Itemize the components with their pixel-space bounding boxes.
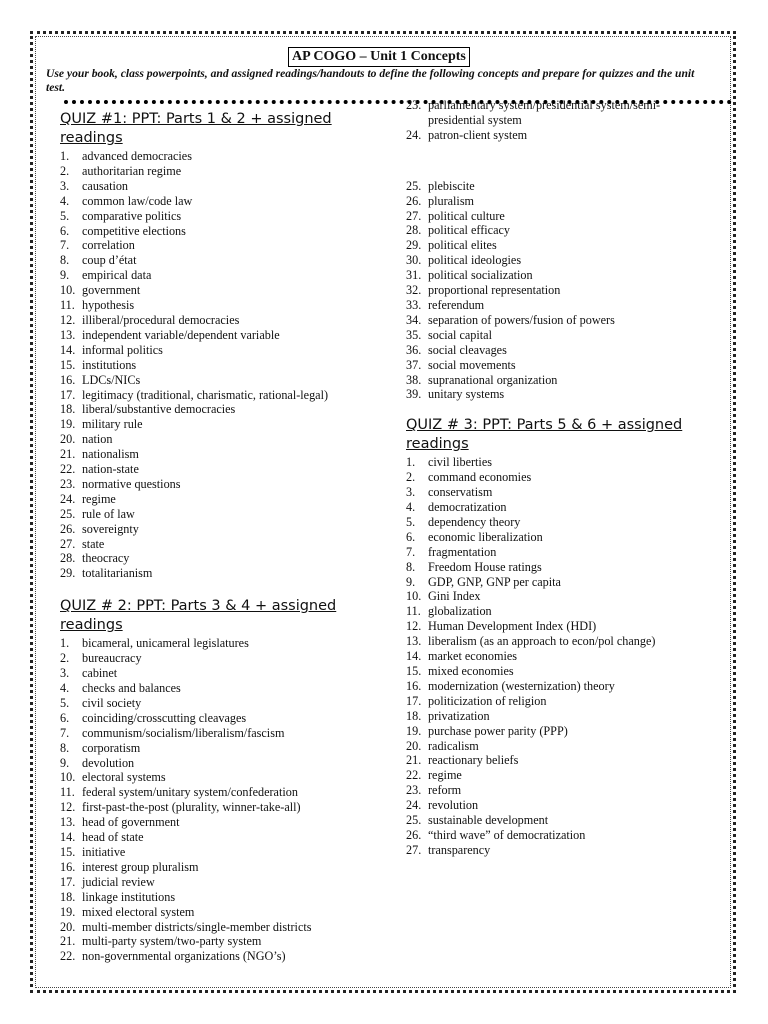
list-item [60,890,360,905]
item-text: dependency theory [428,514,521,529]
item-text: competitive elections [82,223,186,238]
item-text: normative questions [82,476,181,491]
list-item [60,268,360,283]
list-item [406,798,716,813]
item-number: 18. [60,402,76,417]
item-number: 9. [406,574,416,589]
item-number: 16. [406,678,422,693]
list-item [406,679,716,694]
item-text: empirical data [82,268,152,283]
item-text: nation [82,432,113,447]
item-text: unitary systems [428,387,505,402]
list-item [406,373,716,388]
item-number: 18. [406,708,422,723]
list-item [60,343,360,358]
item-text: federal system/unitary system/confederation [82,785,298,800]
item-text: advanced democracies [82,149,192,163]
item-text: sovereignty [82,521,139,536]
item-number: 23. [406,783,422,798]
item-text: correlation [82,238,135,253]
list-item [60,194,360,209]
item-text: political ideologies [428,253,522,268]
quiz1-list [60,149,360,581]
list-item [60,298,360,313]
item-text: LDCs/NICs [82,372,141,387]
item-number: 32. [406,283,422,298]
item-text: linkage institutions [82,889,176,904]
list-item [60,224,360,239]
item-number: 7. [406,544,416,559]
item-number: 21. [60,447,76,462]
item-text: authoritarian regime [82,163,182,178]
list-item [60,373,360,388]
list-item [60,447,360,462]
list-item [406,709,716,724]
item-text: military rule [82,417,143,432]
item-number: 12. [60,312,76,327]
item-text: rule of law [82,506,135,521]
list-item [406,387,716,402]
item-number: 3. [60,178,70,193]
list-item [60,785,360,800]
item-text: liberal/substantive democracies [82,402,236,417]
item-text: first-past-the-post (plurality, winner-take-all) [82,800,301,815]
list-item [60,551,360,566]
item-text: liberalism (as an approach to econ/pol change) [428,634,656,649]
item-number: 15. [406,664,422,678]
list-item [60,328,360,343]
item-text: regime [82,491,116,506]
list-item [406,179,716,194]
item-text: head of government [82,815,180,830]
list-item [60,402,360,417]
item-number: 19. [406,723,422,738]
item-text: hypothesis [82,298,135,313]
item-text: Freedom House ratings [428,559,542,574]
item-text: bureaucracy [82,651,142,666]
item-number: 29. [60,566,76,581]
item-number: 8. [406,559,416,574]
list-item [60,164,360,179]
item-number: 13. [60,327,76,342]
left-column [60,110,360,964]
list-item [406,268,716,283]
quiz2-list-continued [406,98,716,143]
item-number: 17. [60,874,76,889]
item-number: 27. [60,536,76,551]
item-text: reactionary beliefs [428,753,519,768]
item-text: command economies [428,470,532,485]
item-text: privatization [428,708,490,723]
item-number: 5. [406,514,416,529]
item-number: 34. [406,312,422,327]
item-text: initiative [82,844,126,859]
list-item [60,830,360,845]
list-item [60,636,360,651]
item-text: non-governmental organizations (NGO’s) [82,949,286,964]
item-number: 14. [60,830,76,845]
item-number: 4. [60,193,70,208]
item-number: 8. [60,253,70,268]
list-item [60,651,360,666]
list-item [406,283,716,298]
item-number: 2. [60,163,70,178]
list-item [60,949,360,964]
list-item [60,905,360,920]
item-text: sustainable development [428,813,549,828]
item-number: 12. [60,800,76,815]
item-number: 3. [406,485,416,500]
item-number: 1. [406,455,416,470]
list-item [406,768,716,783]
item-text: informal politics [82,342,163,357]
item-number: 10. [406,589,422,604]
item-number: 6. [60,223,70,238]
item-text: civil society [82,695,142,710]
list-item [406,358,716,373]
item-text: totalitarianism [82,566,153,581]
list-item [406,783,716,798]
item-number: 7. [60,725,70,740]
list-item [406,238,716,253]
quiz3-list [406,455,716,857]
list-item [60,726,360,741]
item-text: comparative politics [82,208,182,223]
list-item [406,128,716,143]
instructions: Use your book, class powerpoints, and assigned readings/handouts to define the following concepts and prepare for quizzes and the unit test. [46,67,695,94]
item-number: 5. [60,695,70,710]
item-number: 16. [60,859,76,874]
list-item [60,741,360,756]
list-item [60,681,360,696]
item-number: 2. [60,651,70,666]
list-item [406,328,716,343]
item-text: parliamentary system/presidential system/semi-presidential system [428,98,661,127]
quiz1-heading: QUIZ #1: PPT: Parts 1 & 2 + assigned readings [60,111,332,146]
item-text: devolution [82,755,135,770]
item-number: 24. [406,798,422,813]
list-item [406,530,716,545]
item-text: mixed economies [428,664,514,678]
item-number: 7. [60,238,70,253]
item-text: multi-party system/two-party system [82,934,262,949]
list-item [406,455,716,470]
item-number: 25. [406,813,422,828]
list-item [406,694,716,709]
item-number: 12. [406,619,422,634]
item-text: nation-state [82,462,139,477]
list-item [406,470,716,485]
list-item [60,756,360,771]
page-title: AP COGO – Unit 1 Concepts [288,47,470,67]
list-item [60,666,360,681]
item-number: 22. [60,462,76,477]
item-number: 1. [60,636,70,651]
item-text: democratization [428,500,507,515]
item-number: 6. [406,529,416,544]
item-number: 13. [406,634,422,649]
quiz2-list [60,636,360,964]
item-text: political culture [428,208,505,223]
item-number: 31. [406,268,422,283]
item-number: 13. [60,815,76,830]
item-text: politicization of religion [428,693,547,708]
list-item [60,815,360,830]
list-item [406,560,716,575]
list-item [406,313,716,328]
item-number: 17. [406,693,422,708]
list-item [60,522,360,537]
item-number: 33. [406,297,422,312]
list-item [406,515,716,530]
item-number: 36. [406,342,422,357]
item-number: 11. [60,785,75,800]
item-text: GDP, GNP, GNP per capita [428,574,561,589]
item-text: interest group pluralism [82,859,199,874]
item-number: 23. [60,476,76,491]
item-text: political elites [428,238,497,253]
item-number: 27. [406,842,422,857]
item-text: fragmentation [428,544,497,559]
item-number: 11. [406,604,421,619]
list-item [60,432,360,447]
list-item [60,860,360,875]
list-item [406,209,716,224]
item-number: 29. [406,238,422,253]
item-text: plebiscite [428,178,475,193]
item-text: “third wave” of democratization [428,827,586,842]
item-number: 4. [60,681,70,695]
item-number: 2. [406,470,416,485]
item-number: 11. [60,298,75,313]
item-number: 22. [60,949,76,964]
item-number: 21. [406,753,422,768]
list-item [60,313,360,328]
item-text: radicalism [428,738,479,753]
list-item [406,589,716,604]
list-item [60,537,360,552]
item-text: reform [428,783,462,798]
item-text: social movements [428,357,516,372]
item-number: 25. [60,506,76,521]
item-text: Gini Index [428,589,481,604]
item-text: revolution [428,798,479,813]
list-item [60,477,360,492]
item-text: communism/socialism/liberalism/fascism [82,725,285,740]
item-text: transparency [428,842,491,857]
item-number: 26. [406,193,422,208]
item-text: social cleavages [428,342,507,357]
item-number: 15. [60,844,76,859]
item-text: causation [82,178,129,193]
item-number: 28. [406,223,422,238]
item-text: independent variable/dependent variable [82,327,280,342]
item-number: 30. [406,253,422,268]
item-number: 35. [406,327,422,342]
item-number: 26. [60,521,76,536]
item-text: institutions [82,357,137,372]
item-text: pluralism [428,193,475,208]
item-number: 14. [60,342,76,357]
list-item [406,98,716,128]
item-number: 37. [406,357,422,372]
list-item [60,209,360,224]
item-number: 18. [60,889,76,904]
item-text: corporatism [82,740,141,755]
list-item [60,566,360,581]
item-text: globalization [428,604,492,619]
list-item [406,343,716,358]
list-item [60,770,360,785]
list-item [60,920,360,935]
list-item [60,507,360,522]
item-number: 24. [406,127,422,142]
item-number: 10. [60,283,76,298]
list-item [406,753,716,768]
item-text: coup d’état [82,253,137,268]
item-number: 8. [60,740,70,755]
item-text: Human Development Index (HDI) [428,619,597,634]
list-item [406,223,716,238]
item-number: 10. [60,770,76,785]
item-number: 15. [60,357,76,372]
list-item [406,253,716,268]
list-item [60,179,360,194]
item-text: cabinet [82,666,118,681]
list-item [60,934,360,949]
item-number: 38. [406,372,422,387]
item-text: proportional representation [428,283,561,298]
list-item [60,462,360,477]
item-number: 20. [60,919,76,934]
item-number: 6. [60,710,70,725]
right-column [406,98,716,858]
item-text: supranational organization [428,372,558,387]
item-number: 9. [60,268,70,283]
item-number: 16. [60,372,76,387]
item-text: patron-client system [428,127,528,142]
item-number: 23. [406,98,422,112]
item-number: 26. [406,827,422,842]
list-item [60,253,360,268]
item-number: 9. [60,755,70,770]
list-item [60,149,360,164]
list-item [60,283,360,298]
list-item [406,634,716,649]
item-text: regime [428,768,462,783]
item-text: mixed electoral system [82,904,195,919]
list-item [60,492,360,507]
list-item [406,194,716,209]
list-item [406,575,716,590]
list-item [60,388,360,403]
item-text: conservatism [428,485,493,500]
item-text: civil liberties [428,455,492,470]
item-text: theocracy [82,551,130,566]
item-text: electoral systems [82,770,166,785]
quiz2-list-continued-2 [406,179,716,403]
item-number: 19. [60,904,76,919]
item-text: purchase power parity (PPP) [428,723,568,738]
list-item [406,545,716,560]
item-text: social capital [428,327,492,342]
item-number: 20. [406,738,422,753]
list-item [406,604,716,619]
list-item [406,664,716,679]
item-number: 3. [60,666,70,681]
item-text: referendum [428,297,485,312]
item-text: illiberal/procedural democracies [82,312,240,327]
list-item [406,739,716,754]
list-item [406,843,716,858]
item-number: 24. [60,491,76,506]
item-number: 19. [60,417,76,432]
item-text: separation of powers/fusion of powers [428,312,615,327]
list-item [406,649,716,664]
item-text: government [82,283,141,298]
quiz3-heading: QUIZ # 3: PPT: Parts 5 & 6 + assigned readings [406,417,683,453]
item-text: head of state [82,830,144,845]
item-text: political efficacy [428,223,510,238]
quiz2-heading: QUIZ # 2: PPT: Parts 3 & 4 + assigned readings [60,598,337,634]
list-item [60,711,360,726]
list-item [60,358,360,373]
item-number: 22. [406,768,422,783]
list-item [60,696,360,711]
list-item [60,875,360,890]
item-number: 17. [60,387,76,402]
item-text: modernization (westernization) theory [428,678,615,693]
list-item [60,845,360,860]
item-text: bicameral, unicameral legislatures [82,636,249,651]
item-text: coinciding/crosscutting cleavages [82,710,247,725]
item-number: 21. [60,934,76,949]
item-text: political socialization [428,268,533,283]
item-number: 27. [406,208,422,223]
list-item [406,813,716,828]
item-text: nationalism [82,447,139,462]
item-text: judicial review [82,874,155,889]
item-text: market economies [428,649,518,664]
item-text: multi-member districts/single-member districts [82,919,312,934]
list-item [406,298,716,313]
list-item [60,800,360,815]
list-item [406,619,716,634]
list-item [406,485,716,500]
item-text: checks and balances [82,681,181,695]
list-item [406,828,716,843]
item-number: 4. [406,500,416,515]
item-number: 1. [60,149,70,163]
item-number: 28. [60,551,76,566]
item-text: common law/code law [82,193,193,208]
item-number: 39. [406,387,422,402]
item-text: economic liberalization [428,529,543,544]
item-number: 20. [60,432,76,447]
item-number: 5. [60,208,70,223]
list-item [406,500,716,515]
list-item [60,238,360,253]
item-number: 25. [406,178,422,193]
item-number: 14. [406,649,422,664]
item-text: legitimacy (traditional, charismatic, rational-legal) [82,387,329,402]
item-text: state [82,536,105,551]
list-item [60,417,360,432]
list-item [406,724,716,739]
